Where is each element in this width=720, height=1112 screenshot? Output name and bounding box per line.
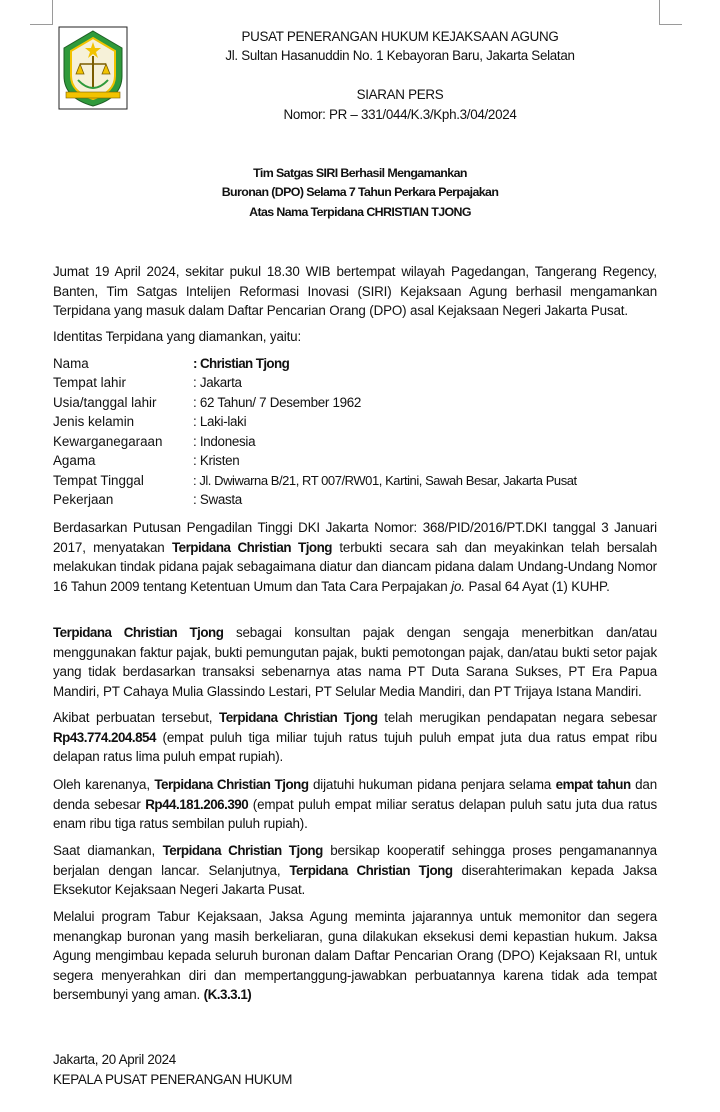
- header-number: Nomor: PR – 331/044/K.3/Kph.3/04/2024: [283, 107, 517, 122]
- paragraph-offense: Terpidana Christian Tjong sebagai konsultan pajak dengan sengaja menerbitkan dan/atau menggunakan faktur pajak, bukti pemungutan pajak, bukti pemotongan pajak, dan/atau bukti setor pajak yang tidak berdasarkan transaksi sebenarnya atas nama PT Duta Sarana Sukses, PT Era Papua Mandiri, PT Cahaya Mulia Glassindo Lestari, PT Selular Media Mandiri, dan PT Trijaya Istana Mandiri.: [53, 625, 657, 699]
- title-line-2: Buronan (DPO) Selama 7 Tahun Perkara Perpajakan: [221, 185, 499, 199]
- paragraph-sentence: Oleh karenanya, Terpidana Christian Tjong dijatuhi hukuman pidana penjara selama empat tahun dan denda sebesar Rp44.181.206.390 (empat puluh empat miliar seratus delapan puluh satu juta dua ratus enam ribu tiga ratus sembilan puluh rupiah).: [53, 777, 658, 832]
- paragraph-loss: Akibat perbuatan tersebut, Terpidana Christian Tjong telah merugikan pendapatan negara sebesar Rp43.774.204.854 (empat puluh tiga miliar tujuh ratus tujuh puluh empat juta dua ratus empat ribu delapan ratus lima puluh empat rupiah).: [53, 710, 657, 765]
- identity-label-name: Nama: [53, 356, 89, 371]
- identity-value-nationality: : Indonesia: [193, 434, 256, 449]
- header-doc-type: SIARAN PERS: [356, 87, 444, 102]
- identity-value-birthplace: : Jakarta: [193, 375, 242, 390]
- paragraph-appeal: Melalui program Tabur Kejaksaan, Jaksa Agung meminta jajarannya untuk memonitor dan segera menangkap buronan yang masih berkeliaran, guna dilakukan eksekusi demi kepastian hukum. Jaksa Agung mengimbau kepada seluruh buronan dalam Daftar Pencarian Orang (DPO) Kejaksaan RI, untuk segera menyerahkan diri dan mempertanggung-jawabkan perbuatannya karena tidak ada tempat bersembunyi yang aman. (K.3.3.1): [53, 909, 657, 1003]
- title-line-1: Tim Satgas SIRI Berhasil Mengamankan: [253, 166, 467, 180]
- identity-label-religion: Agama: [53, 453, 96, 468]
- header-org: PUSAT PENERANGAN HUKUM KEJAKSAAN AGUNG: [241, 29, 559, 44]
- identity-value-age: : 62 Tahun/ 7 Desember 1962: [193, 395, 362, 410]
- page-corner-mark-left: [30, 0, 53, 25]
- identity-label-nationality: Kewarganegaraan: [53, 434, 163, 449]
- identity-label-residence: Tempat Tinggal: [53, 473, 144, 488]
- identity-label-gender: Jenis kelamin: [53, 414, 135, 429]
- title-line-3: Atas Nama Terpidana CHRISTIAN TJONG: [249, 205, 471, 219]
- signature-place-date: Jakarta, 20 April 2024: [53, 1052, 176, 1067]
- identity-value-occupation: : Swasta: [193, 492, 242, 507]
- identity-value-religion: : Kristen: [193, 453, 240, 468]
- signature-position: KEPALA PUSAT PENERANGAN HUKUM: [53, 1072, 293, 1087]
- kejaksaan-logo: [58, 26, 128, 110]
- identity-intro: Identitas Terpidana yang diamankan, yaitu:: [53, 329, 302, 344]
- header-address: Jl. Sultan Hasanuddin No. 1 Kebayoran Baru, Jakarta Selatan: [225, 48, 575, 63]
- identity-label-occupation: Pekerjaan: [53, 492, 114, 507]
- paragraph-verdict: Berdasarkan Putusan Pengadilan Tinggi DKI Jakarta Nomor: 368/PID/2016/PT.DKI tanggal 3 Januari 2017, menyatakan Terpidana Christian Tjong terbukti secara sah dan meyakinkan telah bersalah melakukan tindak pidana pajak sebagaimana diatur dan diancam pidana dalam Undang-Undang Nomor 16 Tahun 2009 tentang Ketentuan Umum dan Tata Cara Perpajakan jo. Pasal 64 Ayat (1) KUHP.: [53, 520, 657, 594]
- identity-label-age: Usia/tanggal lahir: [53, 395, 157, 410]
- identity-label-birthplace: Tempat lahir: [53, 375, 126, 390]
- identity-value-name: : Christian Tjong: [193, 356, 290, 371]
- paragraph-arrest: Saat diamankan, Terpidana Christian Tjong bersikap kooperatif sehingga proses pengamanannya berjalan dengan lancar. Selanjutnya, Terpidana Christian Tjong diserahterimakan kepada Jaksa Eksekutor Kejaksaan Negeri Jakarta Pusat.: [53, 843, 657, 898]
- page-corner-mark-right: [659, 0, 682, 25]
- identity-value-residence: : Jl. Dwiwarna B/21, RT 007/RW01, Kartini, Sawah Besar, Jakarta Pusat: [193, 473, 577, 488]
- identity-value-gender: : Laki-laki: [193, 414, 247, 429]
- intro-paragraph: Jumat 19 April 2024, sekitar pukul 18.30 WIB bertempat wilayah Pagedangan, Tangerang Regency, Banten, Tim Satgas Intelijen Reformasi Inovasi (SIRI) Kejaksaan Agung berhasil mengamankan Terpidana yang masuk dalam Daftar Pencarian Orang (DPO) asal Kejaksaan Negeri Jakarta Pusat.: [53, 264, 657, 319]
